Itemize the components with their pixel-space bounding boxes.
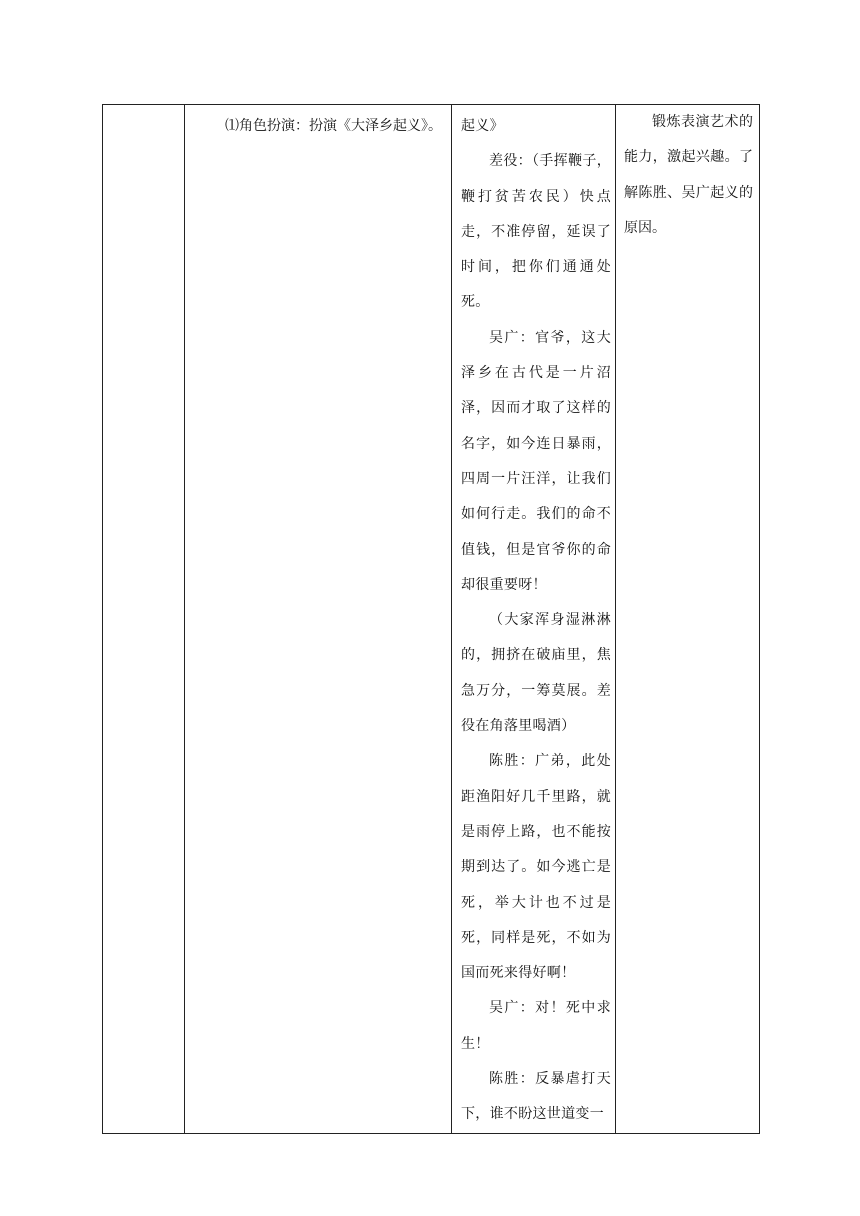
script-paragraph: 起义》 [461,118,504,134]
script-paragraph: 陈胜：广弟，此处距渔阳好几千里路，就是雨停上路，也不能按期到达了。如今逃亡是死，举大计也不过是死，同样是死，不如为国而死来得好啊！ [461,753,611,982]
activity-text: ⑴角色扮演：扮演《大泽乡起义》。 [225,118,442,134]
table-row [103,105,760,1134]
goal-text: 锻炼表演艺术的能力，激起兴趣。了解陈胜、吴广起义的原因。 [624,114,753,236]
script-paragraph: 吴广：对！死中求生！ [461,1000,611,1052]
stage-cell [103,105,185,1134]
script-paragraph: 差役：（手挥鞭子，鞭打贫苦农民）快点走，不准停留，延误了时间，把你们通通处死。 [461,153,611,311]
script-text [452,105,615,1133]
lesson-plan-table [102,104,760,1134]
script-paragraph: （大家浑身湿淋淋的，拥挤在破庙里，焦急万分，一筹莫展。差役在角落里喝酒） [461,612,611,735]
script-cell [452,105,616,1134]
script-paragraph: 吴广：官爷，这大泽乡在古代是一片沼泽，因而才取了这样的名字，如今连日暴雨，四周一片汪洋，让我们如何行走。我们的命不值钱，但是官爷你的命却很重要呀！ [461,329,611,593]
script-paragraph: 陈胜：反暴虐打天下，谁不盼这世道变一 [461,1071,611,1123]
goal-cell [616,105,760,1134]
activity-cell [185,105,452,1134]
